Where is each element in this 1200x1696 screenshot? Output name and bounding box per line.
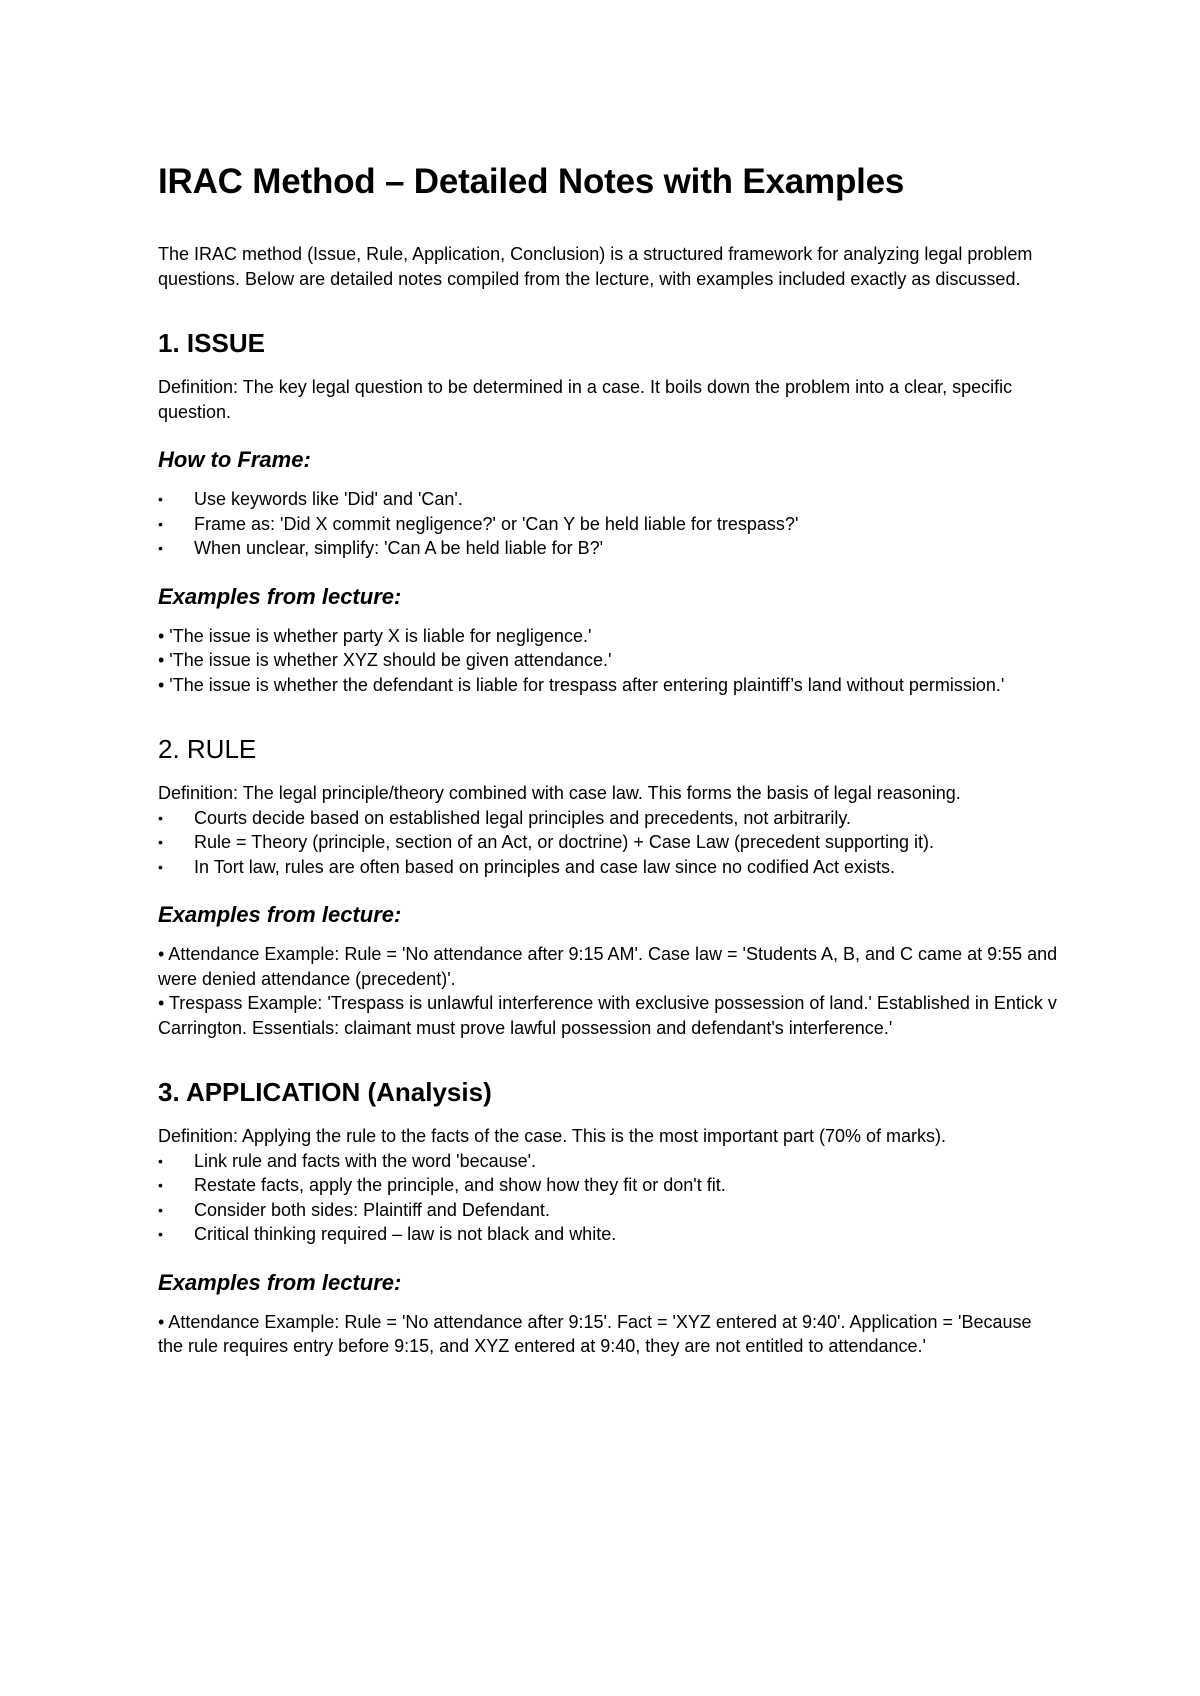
- list-item: • Consider both sides: Plaintiff and Defendant.: [158, 1198, 1058, 1223]
- list-item: • Link rule and facts with the word 'because'.: [158, 1149, 1058, 1174]
- application-examples-heading: Examples from lecture:: [158, 1269, 402, 1295]
- rule-list: [158, 806, 1058, 880]
- issue-heading: 1. ISSUE: [158, 328, 265, 358]
- document-page: [158, 150, 1058, 1359]
- application-list: [158, 1149, 1058, 1247]
- rule-section: [158, 733, 1058, 1040]
- example-line: • 'The issue is whether XYZ should be given attendance.': [158, 650, 612, 670]
- list-item: • Rule = Theory (principle, section of an Act, or doctrine) + Case Law (precedent supporting it).: [158, 830, 1058, 855]
- document-title: IRAC Method – Detailed Notes with Examples: [158, 162, 905, 201]
- intro-paragraph: The IRAC method (Issue, Rule, Application, Conclusion) is a structured framework for analyzing legal problem questions. Below are detailed notes compiled from the lecture, with examples included exactly as discussed.: [158, 244, 1033, 289]
- application-section: [158, 1076, 1058, 1359]
- example-line: • Attendance Example: Rule = 'No attendance after 9:15 AM'. Case law = 'Students A, B, and C came at 9:55 and were denied attendance (precedent)'.: [158, 944, 1058, 989]
- issue-examples-heading: Examples from lecture:: [158, 583, 402, 609]
- issue-definition: Definition: The key legal question to be determined in a case. It boils down the problem into a clear, specific question.: [158, 377, 1013, 422]
- application-heading: 3. APPLICATION (Analysis): [158, 1077, 492, 1107]
- example-line: • 'The issue is whether the defendant is liable for trespass after entering plaintiff’s land without permission.': [158, 674, 1005, 695]
- rule-definition: Definition: The legal principle/theory combined with case law. This forms the basis of legal reasoning.: [158, 783, 961, 803]
- list-item: • Frame as: 'Did X commit negligence?' or 'Can Y be held liable for trespass?': [158, 512, 1058, 537]
- application-definition: Definition: Applying the rule to the facts of the case. This is the most important part (70% of marks).: [158, 1126, 947, 1146]
- list-item: • Restate facts, apply the principle, and show how they fit or don't fit.: [158, 1173, 1058, 1198]
- example-line: • Attendance Example: Rule = 'No attendance after 9:15'. Fact = 'XYZ entered at 9:40'. Application = 'Because the rule requires entry before 9:15, and XYZ entered at 9:40, they are not entitled to attendance.': [158, 1311, 1032, 1356]
- example-line: • Trespass Example: 'Trespass is unlawful interference with exclusive possession of land.' Established in Entick v Carrington. Essentials: claimant must prove lawful possession and defendant's interference.': [158, 993, 1057, 1038]
- list-item: • In Tort law, rules are often based on principles and case law since no codified Act exists.: [158, 855, 1058, 880]
- list-item: • Courts decide based on established legal principles and precedents, not arbitrarily.: [158, 806, 1058, 831]
- list-item: • Critical thinking required – law is not black and white.: [158, 1222, 1058, 1247]
- rule-heading: 2. RULE: [158, 734, 257, 764]
- example-line: • 'The issue is whether party X is liable for negligence.': [158, 625, 592, 646]
- how-to-frame-heading: How to Frame:: [158, 447, 311, 472]
- list-item: • When unclear, simplify: 'Can A be held liable for B?': [158, 536, 1058, 561]
- list-item: • Use keywords like 'Did' and 'Can'.: [158, 487, 1058, 512]
- how-to-frame-list: [158, 487, 1058, 561]
- issue-section: [158, 327, 1058, 697]
- rule-examples-heading: Examples from lecture:: [158, 902, 402, 927]
